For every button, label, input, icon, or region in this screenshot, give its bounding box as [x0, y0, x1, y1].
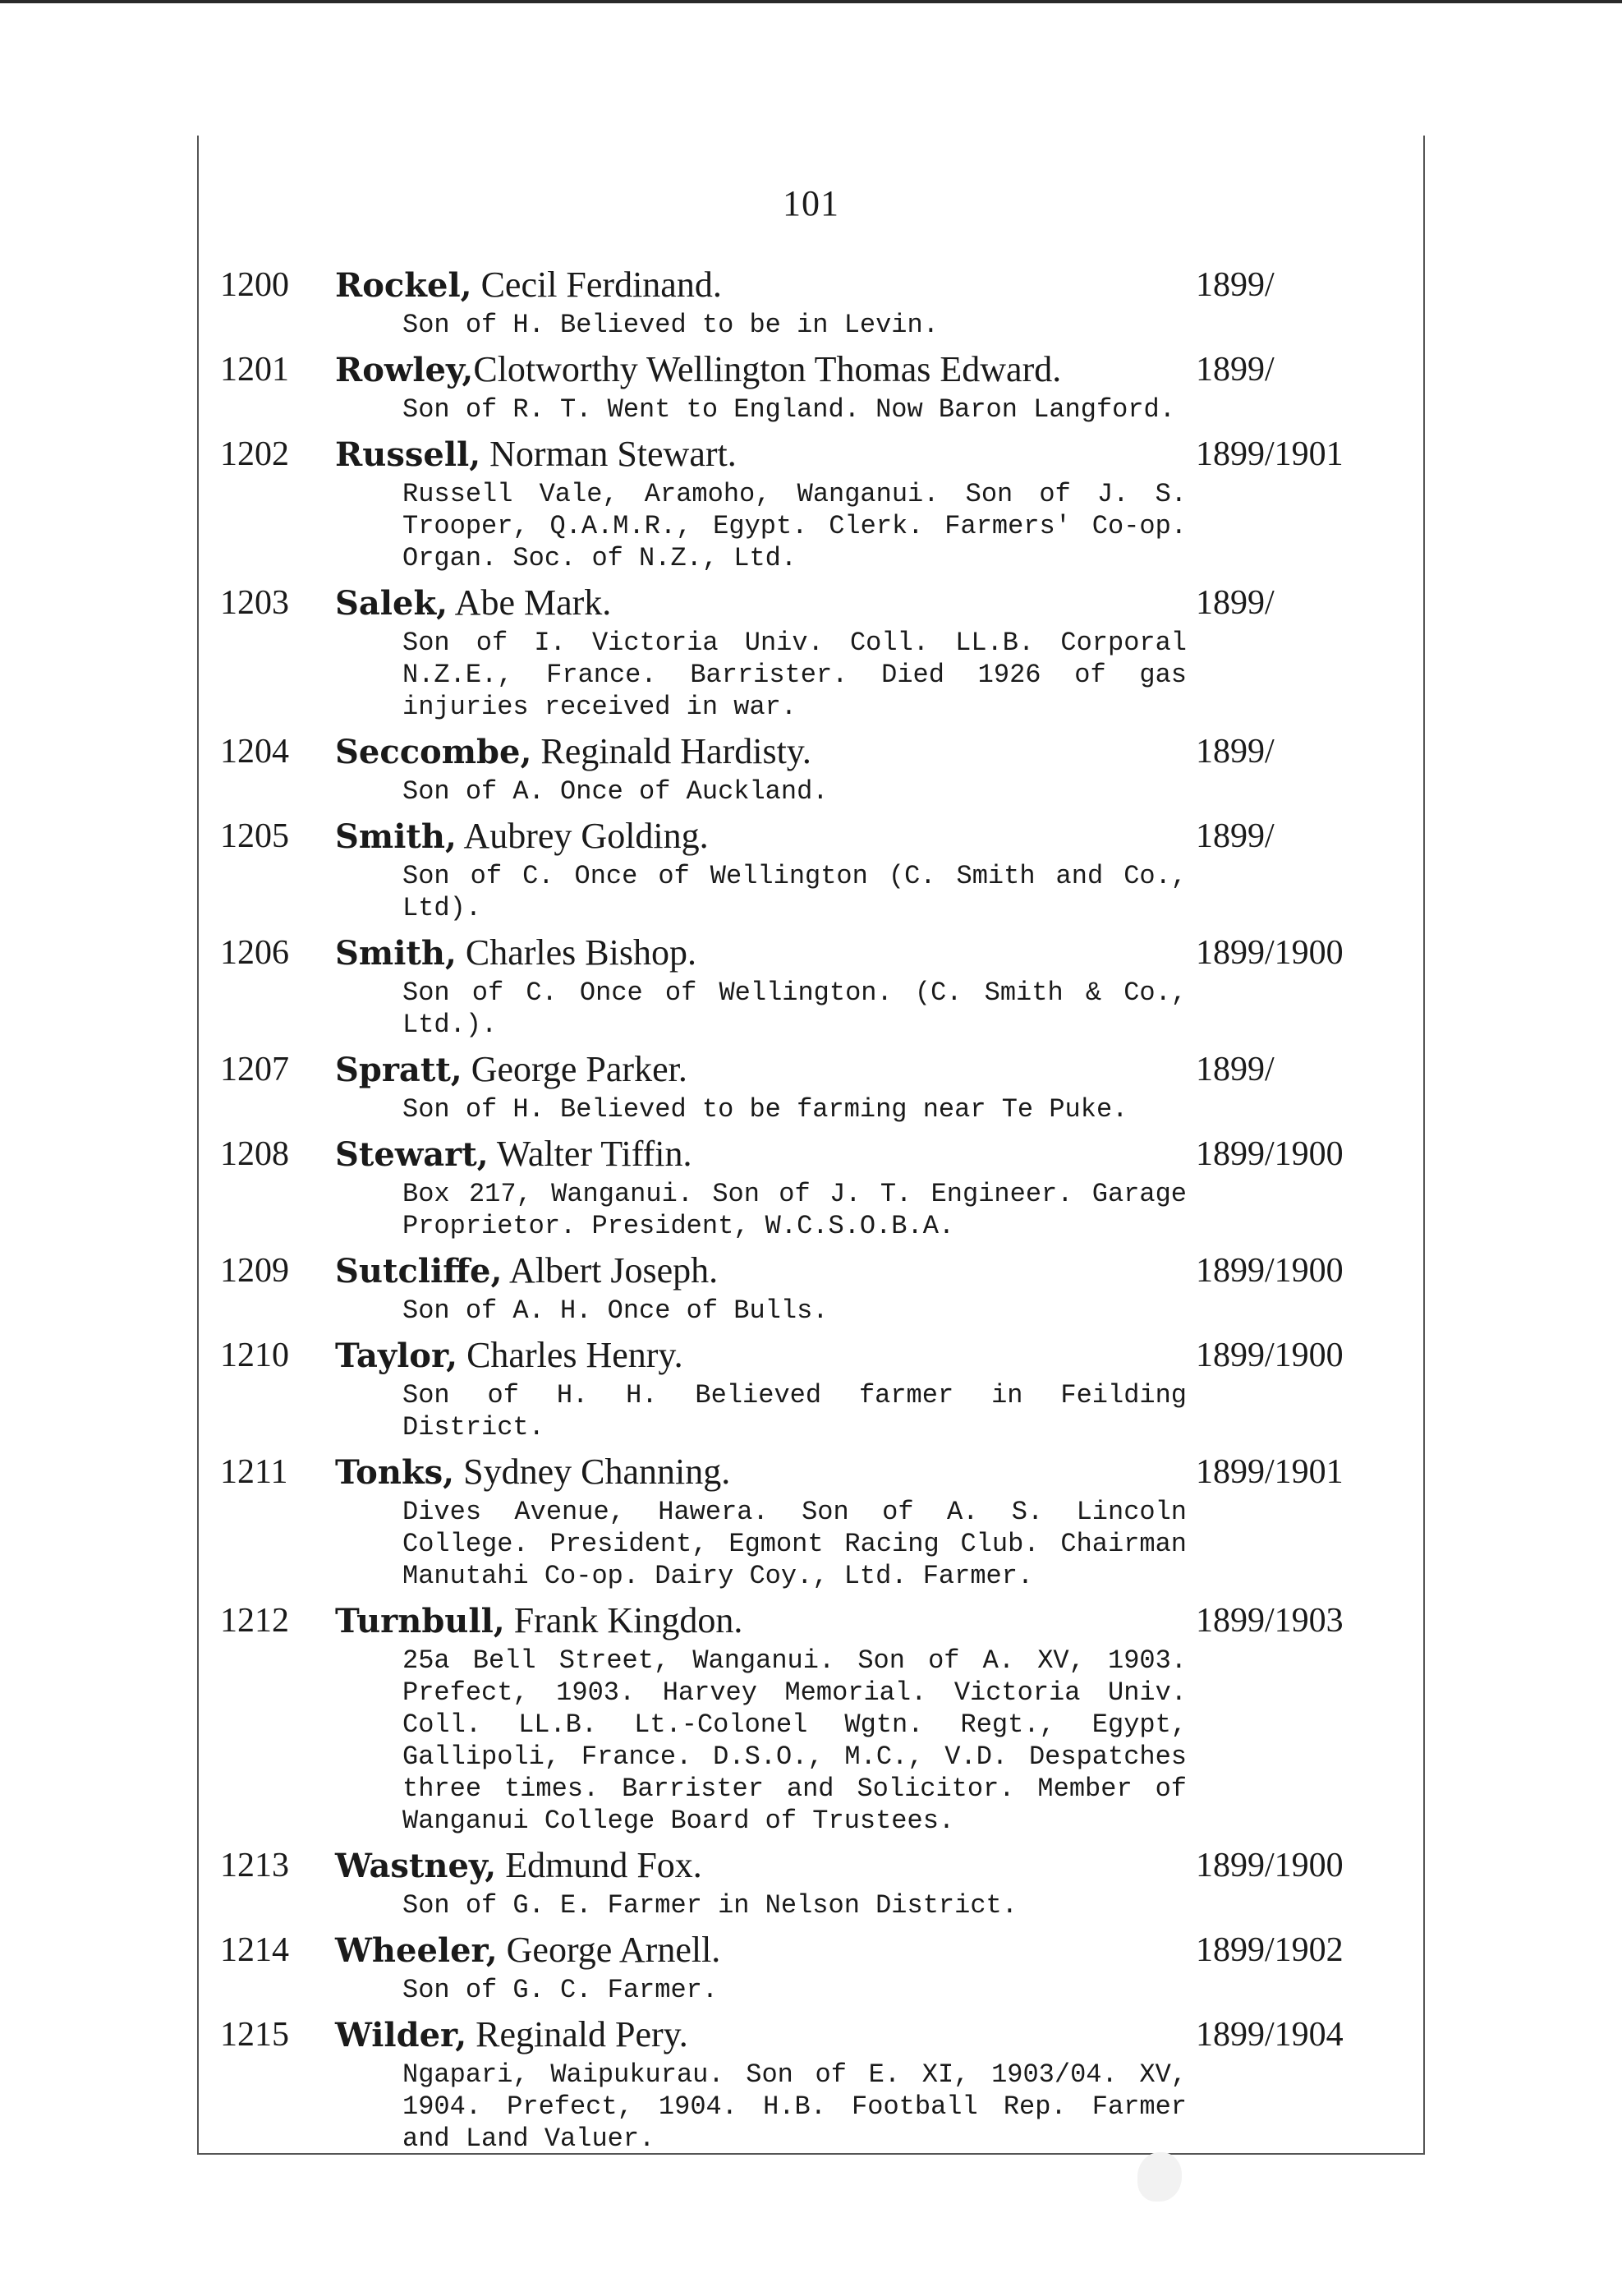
entry-description: Russell Vale, Aramoho, Wanganui. Son of J. S. Trooper, Q.A.M.R., Egypt. Clerk. Farmers' Co-op. Organ. Soc. of N.Z., Ltd. [402, 479, 1187, 573]
entry-given-names: George Parker. [462, 1049, 687, 1089]
entry-given-names: Reginald Hardisty. [531, 731, 811, 771]
entry-heading [0, 579, 1622, 627]
entry-name [335, 1247, 1189, 1295]
entry-heading [0, 346, 1622, 393]
register-entry [0, 346, 1622, 426]
entry-heading [0, 1046, 1622, 1093]
entry-name [335, 1130, 1189, 1179]
scan-blemish [1137, 2152, 1182, 2202]
entry-description: 25a Bell Street, Wanganui. Son of A. XV, 1903. Prefect, 1903. Harvey Memorial. Victoria Univ. Coll. LL.B. Lt.-Colonel Wgtn. Regt., Egypt, Gallipoli, France. D.S.O., M.C., V.D. Despatches three times. Barrister and Solicitor. Member of Wanganui College Board of Trustees. [402, 1645, 1187, 1836]
entry-description: Box 217, Wanganui. Son of J. T. Engineer. Garage Proprietor. President, W.C.S.O.B.A. [402, 1179, 1187, 1241]
register-entries [0, 261, 1622, 2160]
entry-years: 1899/1900 [1196, 1135, 1344, 1173]
entry-name [335, 1332, 1189, 1380]
entry-description: Son of C. Once of Wellington (C. Smith and Co., Ltd). [402, 861, 1187, 923]
entry-number: 1200 [220, 266, 289, 304]
register-entry [0, 1046, 1622, 1125]
entry-surname: Wilder, [335, 2016, 467, 2054]
entry-surname: Turnbull, [335, 1602, 505, 1640]
entry-years: 1899/1902 [1196, 1931, 1344, 1969]
register-entry [0, 929, 1622, 1041]
entry-years: 1899/ [1196, 266, 1275, 304]
entry-years: 1899/1901 [1196, 1453, 1344, 1491]
entry-given-names: Walter Tiffin. [488, 1134, 692, 1174]
entry-number: 1205 [220, 817, 289, 855]
entry-surname: Russell, [335, 435, 481, 474]
entry-years: 1899/ [1196, 584, 1275, 622]
entry-heading [0, 1597, 1622, 1645]
scan-top-edge [0, 0, 1622, 3]
entry-years: 1899/1901 [1196, 435, 1344, 473]
entry-name [335, 728, 1189, 776]
entry-heading [0, 1842, 1622, 1889]
page-number: 101 [783, 183, 839, 223]
entry-given-names: Clotworthy Wellington Thomas Edward. [473, 349, 1062, 389]
entry-given-names: George Arnell. [497, 1930, 721, 1970]
register-entry [0, 1842, 1622, 1921]
entry-heading [0, 1448, 1622, 1496]
entry-heading [0, 728, 1622, 775]
entry-heading [0, 1247, 1622, 1295]
entry-name [335, 1046, 1189, 1094]
entry-surname: Smith, [335, 817, 457, 856]
register-entry [0, 812, 1622, 924]
register-entry [0, 1597, 1622, 1837]
entry-years: 1899/ [1196, 817, 1275, 855]
entry-description: Son of H. Believed to be in Levin. [402, 310, 939, 340]
entry-heading [0, 812, 1622, 860]
register-entry [0, 1448, 1622, 1592]
entry-years: 1899/ [1196, 733, 1275, 771]
register-entry [0, 261, 1622, 341]
entry-number: 1214 [220, 1931, 289, 1969]
entry-heading [0, 261, 1622, 309]
entry-heading [0, 430, 1622, 478]
entry-number: 1203 [220, 584, 289, 622]
entry-description: Son of R. T. Went to England. Now Baron Langford. [402, 394, 1175, 425]
entry-name [335, 346, 1189, 394]
entry-heading [0, 1130, 1622, 1178]
entry-number: 1207 [220, 1051, 289, 1088]
entry-description: Son of I. Victoria Univ. Coll. LL.B. Corporal N.Z.E., France. Barrister. Died 1926 of gas injuries received in war. [402, 628, 1187, 722]
entry-name [335, 812, 1189, 861]
entry-surname: Wheeler, [335, 1931, 498, 1970]
entry-given-names: Reginald Pery. [466, 2014, 688, 2054]
entry-years: 1899/1900 [1196, 934, 1344, 972]
entry-description: Son of G. E. Farmer in Nelson District. [402, 1890, 1018, 1921]
entry-given-names: Abe Mark. [448, 582, 612, 623]
entry-years: 1899/1904 [1196, 2016, 1344, 2054]
entry-given-names: Edmund Fox. [496, 1845, 702, 1885]
register-entry [0, 1130, 1622, 1242]
register-entry [0, 430, 1622, 574]
register-entry [0, 2011, 1622, 2155]
entry-surname: Seccombe, [335, 733, 532, 771]
entry-description: Dives Avenue, Hawera. Son of A. S. Lincoln College. President, Egmont Racing Club. Chairman Manutahi Co-op. Dairy Coy., Ltd. Farmer. [402, 1497, 1187, 1591]
entry-name [335, 1842, 1189, 1890]
entry-surname: Spratt, [335, 1051, 462, 1089]
entry-given-names: Norman Stewart. [480, 434, 737, 474]
entry-number: 1213 [220, 1847, 289, 1884]
entry-heading [0, 1926, 1622, 1974]
entry-years: 1899/1903 [1196, 1602, 1344, 1640]
entry-surname: Sutcliffe, [335, 1252, 503, 1291]
entry-given-names: Aubrey Golding. [456, 816, 709, 856]
entry-surname: Salek, [335, 584, 448, 623]
register-entry [0, 1926, 1622, 2006]
entry-given-names: Cecil Ferdinand. [471, 265, 722, 305]
entry-name [335, 261, 1189, 310]
entry-given-names: Sydney Channing. [454, 1452, 731, 1492]
register-entry [0, 1247, 1622, 1327]
entry-surname: Rowley, [335, 351, 474, 389]
entry-surname: Stewart, [335, 1135, 489, 1174]
entry-heading [0, 929, 1622, 977]
entry-description: Son of H. Believed to be farming near Te Puke. [402, 1094, 1128, 1125]
entry-name [335, 1926, 1189, 1975]
entry-surname: Rockel, [335, 266, 472, 305]
entry-description: Son of A. Once of Auckland. [402, 776, 829, 807]
register-entry [0, 1332, 1622, 1443]
entry-years: 1899/1900 [1196, 1847, 1344, 1884]
entry-number: 1212 [220, 1602, 289, 1640]
entry-years: 1899/1900 [1196, 1337, 1344, 1374]
entry-years: 1899/ [1196, 351, 1275, 389]
entry-description: Son of C. Once of Wellington. (C. Smith & Co., Ltd.). [402, 978, 1187, 1040]
entry-name [335, 430, 1189, 479]
entry-heading [0, 2011, 1622, 2059]
entry-number: 1208 [220, 1135, 289, 1173]
entry-description: Son of H. H. Believed farmer in Feilding District. [402, 1380, 1187, 1442]
entry-number: 1202 [220, 435, 289, 473]
entry-number: 1206 [220, 934, 289, 972]
register-entry [0, 728, 1622, 808]
entry-surname: Smith, [335, 934, 457, 973]
entry-given-names: Charles Henry. [457, 1335, 683, 1375]
entry-years: 1899/1900 [1196, 1252, 1344, 1290]
entry-number: 1215 [220, 2016, 289, 2054]
entry-given-names: Albert Joseph. [502, 1250, 719, 1291]
entry-number: 1201 [220, 351, 289, 389]
entry-name [335, 2011, 1189, 2059]
entry-surname: Taylor, [335, 1337, 458, 1375]
register-entry [0, 579, 1622, 723]
entry-years: 1899/ [1196, 1051, 1275, 1088]
entry-number: 1209 [220, 1252, 289, 1290]
entry-surname: Wastney, [335, 1847, 497, 1885]
entry-surname: Tonks, [335, 1453, 455, 1492]
entry-description: Ngapari, Waipukurau. Son of E. XI, 1903/04. XV, 1904. Prefect, 1904. H.B. Football Rep. Farmer and Land Valuer. [402, 2059, 1187, 2154]
entry-name [335, 929, 1189, 978]
entry-number: 1210 [220, 1337, 289, 1374]
entry-description: Son of G. C. Farmer. [402, 1975, 719, 2005]
entry-number: 1204 [220, 733, 289, 771]
entry-name [335, 1597, 1189, 1645]
entry-number: 1211 [220, 1453, 288, 1491]
entry-name [335, 579, 1189, 628]
entry-name [335, 1448, 1189, 1497]
entry-heading [0, 1332, 1622, 1379]
entry-given-names: Charles Bishop. [456, 932, 696, 973]
entry-description: Son of A. H. Once of Bulls. [402, 1295, 829, 1326]
entry-given-names: Frank Kingdon. [504, 1600, 743, 1640]
